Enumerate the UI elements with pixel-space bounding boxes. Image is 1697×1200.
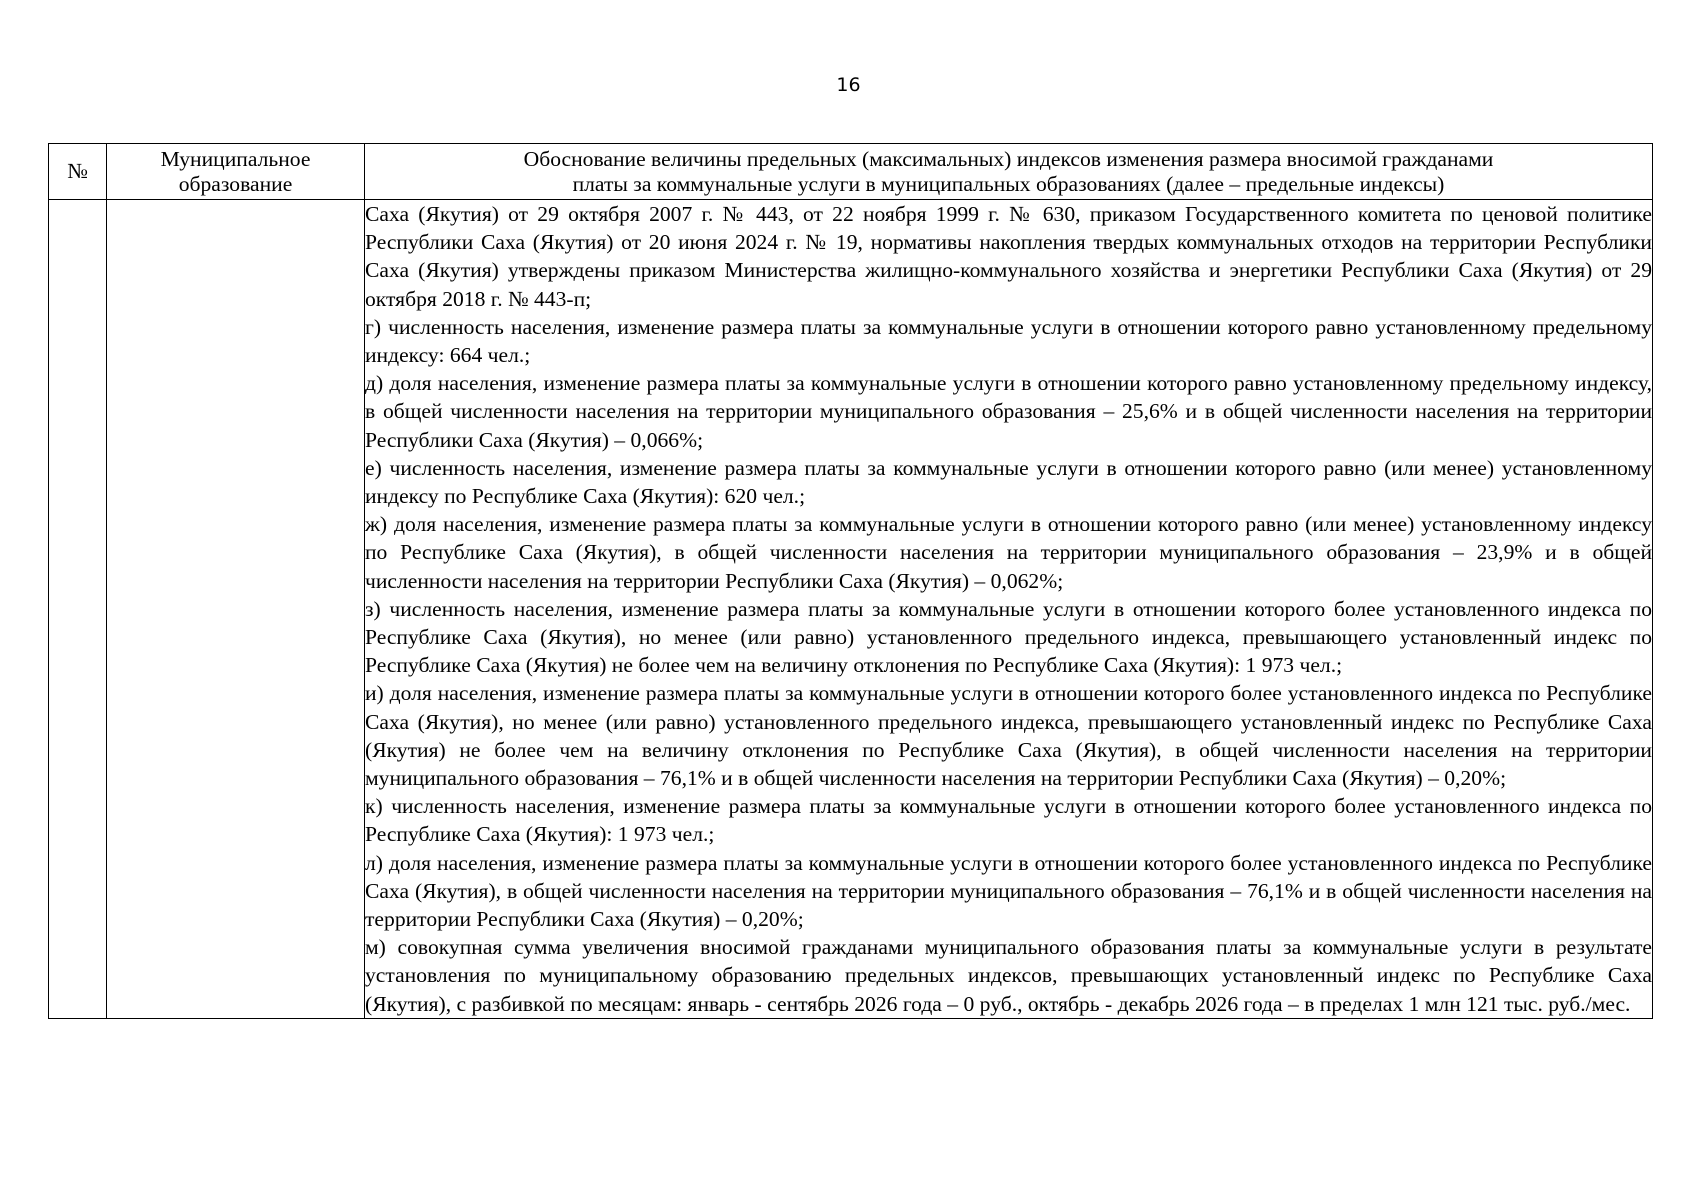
header-number: № xyxy=(49,144,107,200)
header-justification xyxy=(365,144,1653,200)
row-number-cell xyxy=(49,200,107,1019)
paragraph-l: л) доля населения, изменение размера платы за коммунальные услуги в отношении которого более установленного индекса по Республике Саха (Якутия), в общей численности населения на территории муниципального образования – 76,1% и в общей численности населения на территории Республики Саха (Якутия) – 0,20%; xyxy=(365,850,1652,932)
paragraph-i: и) доля населения, изменение размера платы за коммунальные услуги в отношении которого более установленного индекса по Республике Саха (Якутия), но менее (или равно) установленного предельного индекса, превышающего установленный индекс по Республике Саха (Якутия) не более чем на величину отклонения по Республике Саха (Якутия), в общей численности населения на территории муниципального образования – 76,1% и в общей численности населения на территории Республики Саха (Якутия) – 0,20%; xyxy=(365,681,1652,791)
table-row xyxy=(49,200,1653,1019)
header-row xyxy=(49,144,1653,200)
header-municipality: Муниципальное образование xyxy=(107,144,365,200)
paragraph-k: к) численность населения, изменение размера платы за коммунальные услуги в отношении которого более установленного индекса по Республике Саха (Якутия): 1 973 чел.; xyxy=(365,794,1652,847)
paragraph-intro: Саха (Якутия) от 29 октября 2007 г. № 443, от 22 ноября 1999 г. № 630, приказом Государственного комитета по ценовой политике Республики Саха (Якутия) от 20 июня 2024 г. № 19, нормативы накопления твердых коммунальных отходов на территории Республики Саха (Якутия) утверждены приказом Министерства жилищно-коммунального хозяйства и энергетики Республики Саха (Якутия) от 29 октября 2018 г. № 443-п; xyxy=(365,202,1652,311)
paragraph-m: м) совокупная сумма увеличения вносимой гражданами муниципального образования платы за коммунальные услуги в результате установления по муниципальному образованию предельных индексов, превышающих установленный индекс по Республике Саха (Якутия), с разбивкой по месяцам: январь - сентябрь 2026 года – 0 руб., октябрь - декабрь 2026 года – в пределах 1 млн 121 тыс. руб./мес. xyxy=(365,935,1652,1016)
paragraph-zh: ж) доля населения, изменение размера платы за коммунальные услуги в отношении которого равно (или менее) установленному индексу по Республике Саха (Якутия), в общей численности населения на территории муниципального образования – 23,9% и в общей численности населения на территории Республики Саха (Якутия) – 0,062%; xyxy=(365,512,1652,593)
header-justification-line-1: Обоснование величины предельных (максимальных) индексов изменения размера вносимой гражданами xyxy=(523,147,1494,171)
header-justification-line-2: платы за коммунальные услуги в муниципальных образованиях (далее – предельные индексы) xyxy=(572,171,1445,196)
paragraph-z: з) численность населения, изменение размера платы за коммунальные услуги в отношении которого более установленного индекса по Республике Саха (Якутия), но менее (или равно) установленного предельного индекса, превышающего установленный индекс по Республике Саха (Якутия) не более чем на величину отклонения по Республике Саха (Якутия): 1 973 чел.; xyxy=(365,596,1652,678)
paragraph-d: д) доля населения, изменение размера платы за коммунальные услуги в отношении которого равно установленному предельному индексу, в общей численности населения на территории муниципального образования – 25,6% и в общей численности населения на территории Республики Саха (Якутия) – 0,066%; xyxy=(365,371,1652,452)
row-justification-cell xyxy=(365,200,1653,1019)
paragraph-g: г) численность населения, изменение размера платы за коммунальные услуги в отношении которого равно установленному предельному индексу: 664 чел.; xyxy=(365,314,1652,368)
table-header xyxy=(49,144,1653,200)
page-number: 16 xyxy=(836,74,861,96)
justification-table xyxy=(48,143,1653,1019)
row-municipality-cell xyxy=(107,200,365,1019)
paragraph-e: е) численность населения, изменение размера платы за коммунальные услуги в отношении которого равно (или менее) установленному индексу по Республике Саха (Якутия): 620 чел.; xyxy=(365,455,1652,509)
